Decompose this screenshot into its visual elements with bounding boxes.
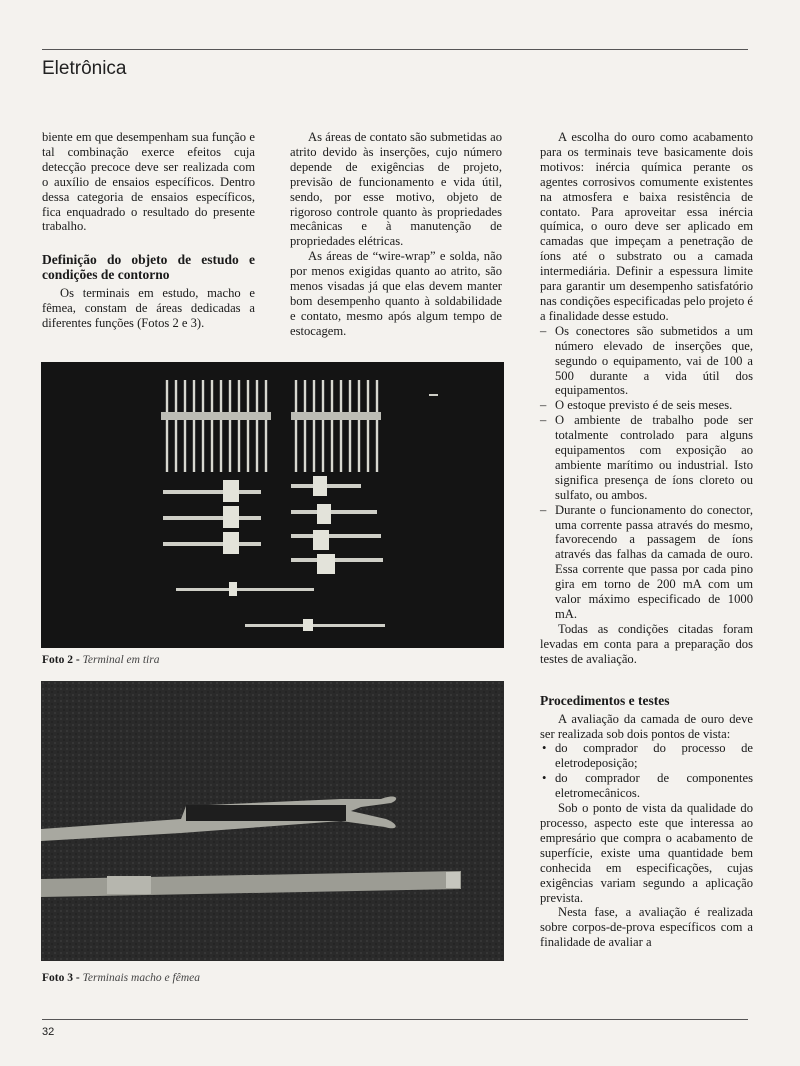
paragraph: As áreas de contato são submetidas ao atrito devido às inserções, cujo número depende de exigências de projeto, previsão de funcionamento e vida útil, sendo, por esse motivo, objeto de rigoroso controle quanto às propriedades mecânicas e à manutenção de propriedades elétricas. <box>290 130 502 249</box>
list-item: • do comprador do processo de eletrodeposição; <box>540 741 753 771</box>
paragraph: A escolha do ouro como acabamento para os terminais teve basicamente dois motivos: inércia química perante os agentes corrosivos comumente existentes na atmosfera e baixa resistência de contato. Para aproveitar essa inércia química, o ouro deve ser aplicado em camadas que impeçam a penetração de íons até o substrato ou a camada intermediária. Definir a espessura limite para garantir um desempenho satisfatório nas condições especificadas pelo projeto é a finalidade desse estudo. <box>540 130 753 323</box>
paragraph: Sob o ponto de vista da qualidade do processo, aspecto este que interessa ao empresário que compra o acabamento de superfície, existe uma quantidade bem conhecida em especificações, cujas exigências variam segundo a aplicação prevista. <box>540 801 753 905</box>
caption-label: Foto 2 - <box>42 654 83 666</box>
paragraph: biente em que desempenham sua função e tal combinação exerce efeitos cuja detecção precoce deve ser realizada com o auxílio de ensaios específicos. Dentro dessa categoria de ensaios específicos, fica enquadrado o resultado do presente trabalho. <box>42 130 255 234</box>
photo-2-caption <box>42 654 159 666</box>
terminal-strip-image <box>41 362 504 648</box>
viewpoint-list <box>540 741 753 801</box>
section-heading: Procedimentos e testes <box>540 692 670 708</box>
list-item: • do comprador de componentes eletromecânicos. <box>540 771 753 801</box>
terminals-image <box>41 681 504 961</box>
caption-title: Terminais macho e fêmea <box>82 972 200 984</box>
footer-rule <box>42 1019 748 1020</box>
list-item: – Os conectores são submetidos a um número elevado de inserções que, segundo o equipamento, vai de 100 a 500 durante a vida útil dos equipamentos. <box>540 324 753 399</box>
photo-terminals <box>41 681 504 961</box>
column-3 <box>540 130 753 950</box>
photo-3-caption <box>42 972 200 984</box>
column-2 <box>290 130 502 339</box>
caption-label: Foto 3 - <box>42 972 83 984</box>
list-item: – O ambiente de trabalho pode ser totalmente controlado para alguns equipamentos com exposição ao ambiente marítimo ou industrial. Isto significa presença de íons cloreto ou sulfato, ou ambos. <box>540 413 753 502</box>
caption-title: Terminal em tira <box>82 654 160 666</box>
list-item: – Durante o funcionamento do conector, uma corrente passa através do mesmo, favorecendo a passagem de íons através das falhas da camada de ouro. Essa corrente que passa por cada pino gira em torno de 200 mA com um valor máximo especificado de 1000 mA. <box>540 503 753 622</box>
paragraph: Nesta fase, a avaliação é realizada sobre corpos-de-prova específicos com a finalidade de avaliar a <box>540 905 753 950</box>
column-1 <box>42 130 255 331</box>
paragraph: Os terminais em estudo, macho e fêmea, constam de áreas dedicadas a diferentes funções (Fotos 2 e 3). <box>42 286 255 331</box>
paragraph: Todas as condições citadas foram levadas em conta para a preparação dos testes de avaliação. <box>540 621 753 666</box>
photo-terminal-strip <box>41 362 504 648</box>
section-title: Eletrônica <box>42 58 127 79</box>
paragraph: A avaliação da camada de ouro deve ser realizada sob dois pontos de vista: <box>540 711 753 741</box>
header-rule <box>42 49 748 50</box>
list-item: – O estoque previsto é de seis meses. <box>540 398 753 413</box>
condition-list <box>540 324 753 622</box>
section-heading: Definição do objeto de estudo e condições de contorno <box>42 252 255 283</box>
page-number: 32 <box>42 1026 55 1038</box>
paragraph: As áreas de “wire-wrap” e solda, não por menos exigidas quanto ao atrito, são menos visadas já que elas devem manter bom desempenho quanto à soldabilidade e contato, mesmo após algum tempo de estocagem. <box>290 249 502 338</box>
